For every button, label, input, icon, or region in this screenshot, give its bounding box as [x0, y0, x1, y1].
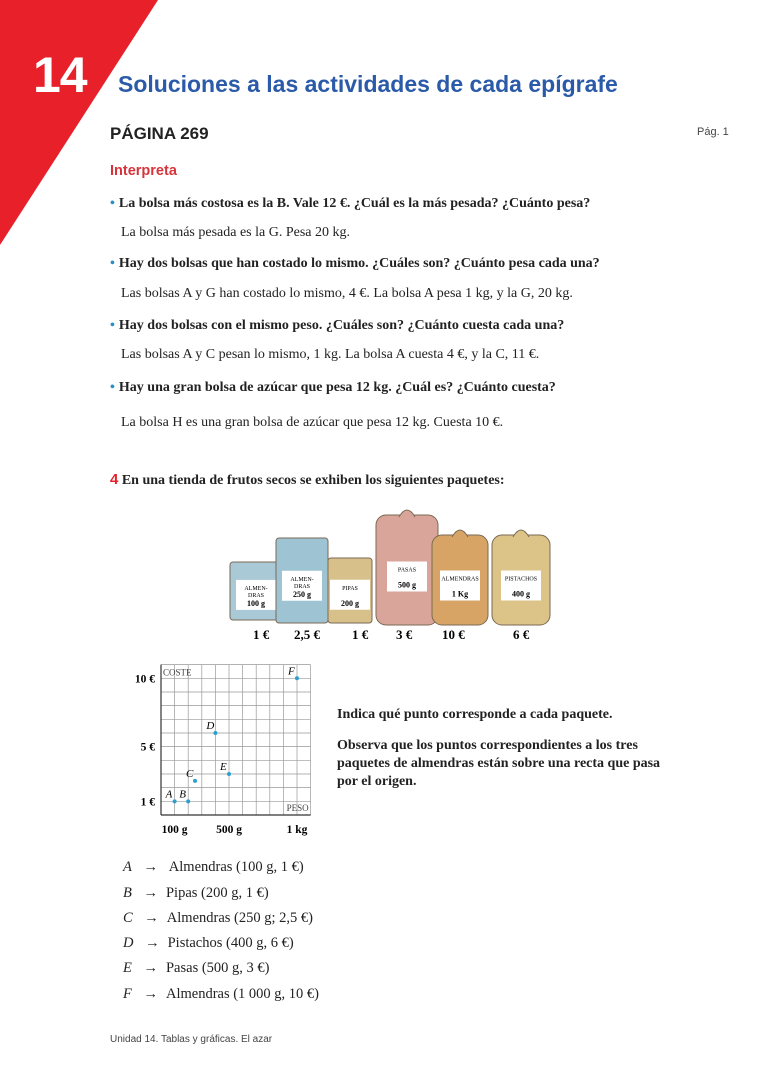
point-label: D [206, 719, 215, 732]
bag-label: ALMEN- [290, 576, 314, 583]
answer-row [123, 910, 313, 927]
bag-weight: 200 g [341, 598, 359, 608]
point-F [295, 676, 299, 680]
bag-label: PISTACHOS [504, 576, 538, 583]
question [110, 256, 600, 272]
answer-letter: A [123, 859, 132, 875]
observation-text: Observa que los puntos correspondientes a los tres paquetes de almendras están sobre una recta que pasa por el origen. [337, 738, 661, 789]
cost-weight-chart [110, 655, 340, 845]
y-tick-label: 10 € [134, 673, 155, 686]
bag-4 [432, 530, 488, 625]
bag-weight: 400 g [512, 589, 530, 599]
answer-letter: C [123, 910, 133, 926]
x-axis-label: PESO [286, 803, 309, 813]
question-text: La bolsa más costosa es la B. Vale 12 €. ¿Cuál es la más pesada? ¿Cuánto pesa? [118, 196, 591, 211]
question [110, 196, 590, 212]
bag-0 [230, 562, 282, 620]
question [110, 318, 564, 334]
bullet-icon: • [110, 318, 115, 333]
x-tick-label: 1 kg [286, 824, 308, 836]
x-tick-label: 500 g [216, 824, 242, 836]
bag-price: 3 € [396, 627, 413, 642]
bag-weight: 500 g [398, 580, 416, 590]
exercise-4 [110, 471, 505, 489]
answer-value: Pipas (200 g, 1 €) [165, 885, 269, 901]
answer-value: Almendras (100 g, 1 €) [165, 859, 304, 875]
point-B [186, 799, 190, 803]
y-tick-label: 1 € [140, 796, 155, 809]
bag-label: PIPAS [342, 585, 358, 592]
arrow-icon: → [143, 960, 158, 976]
arrow-icon: → [143, 885, 158, 901]
point-label: F [288, 665, 295, 678]
exercise-text: En una tienda de frutos secos se exhiben los siguientes paquetes: [121, 473, 505, 488]
point-E [227, 772, 231, 776]
point-label: B [179, 788, 186, 801]
bag-3 [376, 510, 438, 625]
point-label: C [186, 767, 194, 780]
answer-row [123, 935, 294, 952]
bag-price: 6 € [513, 627, 530, 642]
point-A [173, 799, 177, 803]
bag-label: PASAS [397, 567, 417, 574]
bag-label: ALMENDRAS [441, 576, 479, 583]
bag-1 [276, 538, 328, 623]
chapter-number: 14 [33, 47, 87, 103]
question-text: Hay una gran bolsa de azúcar que pesa 12 kg. ¿Cuál es? ¿Cuánto cuesta? [118, 380, 556, 395]
instruction-text: Indica qué punto corresponde a cada paquete. [337, 707, 613, 722]
answer-text: Las bolsas A y G han costado lo mismo, 4 €. La bolsa A pesa 1 kg, y la G, 20 kg. [121, 286, 573, 301]
bullet-icon: • [110, 380, 115, 395]
answer-text: La bolsa H es una gran bolsa de azúcar que pesa 12 kg. Cuesta 10 €. [121, 415, 504, 430]
bag-price: 10 € [442, 627, 465, 642]
bags-illustration [220, 500, 560, 650]
answer-letter: F [123, 986, 132, 1002]
bag-weight: 1 Kg [451, 589, 469, 599]
y-axis-label: COSTE [163, 667, 192, 678]
page-ref: Pág. 1 [697, 126, 729, 138]
bullet-icon: • [110, 256, 115, 271]
footer: Unidad 14. Tablas y gráficas. El azar [110, 1034, 273, 1045]
bag-label: ALMEN- [244, 585, 268, 592]
answer-letter: E [123, 960, 132, 976]
answer-row [123, 859, 304, 876]
page-title: Soluciones a las actividades de cada epígrafe [118, 71, 618, 97]
y-tick-label: 5 € [140, 741, 155, 754]
bag-price: 1 € [352, 627, 369, 642]
answer-text: La bolsa más pesada es la G. Pesa 20 kg. [121, 225, 350, 240]
bag-5 [492, 530, 550, 625]
point-C [193, 779, 197, 783]
answer-row [123, 885, 269, 902]
section-heading: Interpreta [110, 163, 177, 179]
x-tick-label: 100 g [161, 824, 188, 836]
bullet-icon: • [110, 196, 115, 211]
question [110, 380, 556, 396]
bag-price: 2,5 € [294, 627, 320, 642]
bag-price: 1 € [253, 627, 270, 642]
bag-weight: 100 g [247, 598, 265, 608]
answer-text: Las bolsas A y C pesan lo mismo, 1 kg. La bolsa A cuesta 4 €, y la C, 11 €. [121, 347, 540, 362]
answer-value: Pasas (500 g, 3 €) [165, 960, 270, 976]
bag-label-2: DRAS [247, 592, 265, 599]
bag-weight: 250 g [293, 589, 311, 599]
point-label: A [165, 788, 173, 801]
arrow-icon: → [143, 986, 158, 1002]
arrow-icon: → [143, 859, 158, 875]
bag-label-2: DRAS [293, 583, 311, 590]
arrow-icon: → [144, 910, 159, 926]
page-heading: PÁGINA 269 [110, 124, 209, 143]
bag-2 [328, 558, 372, 623]
answer-letter: B [123, 885, 132, 901]
question-text: Hay dos bolsas que han costado lo mismo. ¿Cuáles son? ¿Cuánto pesa cada una? [118, 256, 600, 271]
question-text: Hay dos bolsas con el mismo peso. ¿Cuáles son? ¿Cuánto cuesta cada una? [118, 318, 565, 333]
answer-row [123, 986, 319, 1003]
answer-letter: D [123, 935, 134, 951]
answer-value: Almendras (250 g; 2,5 €) [166, 910, 313, 926]
arrow-icon: → [145, 935, 160, 951]
answer-row [123, 960, 270, 977]
answer-value: Pistachos (400 g, 6 €) [167, 935, 294, 951]
point-label: E [220, 760, 227, 773]
exercise-number: 4 [110, 471, 119, 488]
answer-value: Almendras (1 000 g, 10 €) [165, 986, 320, 1002]
